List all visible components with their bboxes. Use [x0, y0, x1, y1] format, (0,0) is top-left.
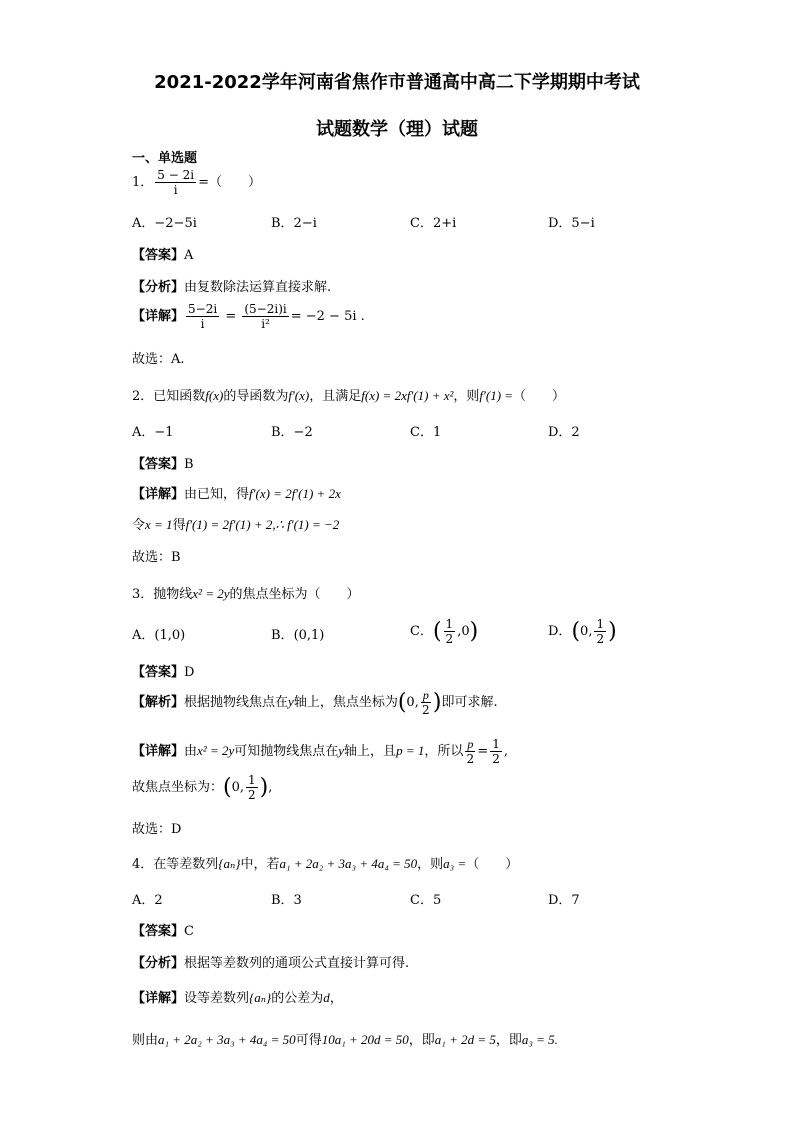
q1-stem: 1． $\frac{5 - 2i}{i}$ =（ ） — [132, 168, 261, 197]
q2-stem: 2．已知函数f(x)的导函数为f′(x)，且满足f(x) = 2xf′(1) + x²，则f′(1) =（ ） — [132, 388, 566, 404]
q4-stem: 4．在等差数列{aₙ}中，若a₁ + 2a₂ + 3a₃ + 4a₄ = 50，则a₃ =（ ） — [132, 856, 519, 872]
q4-analysis: 【分析】根据等差数列的通项公式直接计算可得. — [132, 956, 410, 971]
q4-detail: 【详解】设等差数列{aₙ}的公差为d， — [132, 990, 343, 1006]
q3-option-b: B．(0,1) — [271, 628, 325, 643]
q1-analysis: 【分析】由复数除法运算直接求解. — [132, 280, 332, 295]
q2-option-a: A．−1 — [132, 425, 174, 440]
q3-analysis: 【解析】根据抛物线焦点在y轴上，焦点坐标为(0, $\frac{p}{2}$ )即可求解. — [132, 688, 498, 717]
q1-conclusion: 故选：A. — [132, 352, 185, 367]
q1-option-a: A．−2−5i — [132, 216, 197, 231]
q2-answer: 【答案】B — [132, 457, 194, 472]
q2-detail: 【详解】由已知，得f′(x) = 2f′(1) + 2x — [132, 486, 341, 502]
title-line-2: 试题数学（理）试题 — [316, 119, 478, 140]
q3-answer: 【答案】D — [132, 665, 195, 680]
q2-option-d: D．2 — [548, 425, 580, 440]
q4-detail-line2: 则由a₁ + 2a₂ + 3a₃ + 4a₄ = 50可得10a₁ + 20d = 50，即a₁ + 2d = 5，即a₃ = 5. — [132, 1032, 558, 1048]
q4-option-b: B．3 — [271, 893, 302, 908]
title-line-1: 2021-2022学年河南省焦作市普通高中高二下学期期中考试 — [154, 72, 640, 93]
q3-option-c: C．( $\frac{1}{2}$ ,0) — [410, 617, 479, 646]
q2-conclusion: 故选：B — [132, 550, 181, 565]
q1-option-d: D．5−i — [548, 216, 595, 231]
q1-fraction: $\frac{5 - 2i}{i}$ — [157, 168, 195, 197]
q1-answer: 【答案】A — [132, 248, 194, 263]
q4-option-d: D．7 — [548, 893, 580, 908]
q1-detail: 【详解】 $\frac{5-2i}{i}$ = $\frac{(5-2i)i}{\text{i²}}$ = −2 − 5i . — [132, 302, 365, 331]
q3-detail: 【详解】由x² = 2y可知抛物线焦点在y轴上，且p = 1，所以 $\frac{p}{2}$ = $\frac{1}{2}$ , — [132, 737, 509, 766]
q3-option-a: A．(1,0) — [132, 628, 186, 643]
q4-option-c: C．5 — [410, 893, 442, 908]
q1-option-b: B．2−i — [271, 216, 317, 231]
q2-option-c: C．1 — [410, 425, 442, 440]
q3-stem: 3．抛物线x² = 2y的焦点坐标为（ ） — [132, 586, 360, 602]
section-heading: 一、单选题 — [132, 151, 198, 166]
q4-option-a: A．2 — [132, 893, 163, 908]
q1-number: 1． — [132, 175, 154, 190]
q2-option-b: B．−2 — [271, 425, 313, 440]
q1-option-c: C．2+i — [410, 216, 457, 231]
q3-option-d: D．(0, $\frac{1}{2}$ ) — [548, 617, 617, 646]
q3-conclusion: 故选：D — [132, 822, 182, 837]
q3-focus: 故焦点坐标为：(0, $\frac{1}{2}$ ), — [132, 773, 273, 802]
q2-detail-line2: 令x = 1得f′(1) = 2f′(1) + 2,∴ f′(1) = −2 — [132, 517, 340, 533]
q4-answer: 【答案】C — [132, 924, 194, 939]
